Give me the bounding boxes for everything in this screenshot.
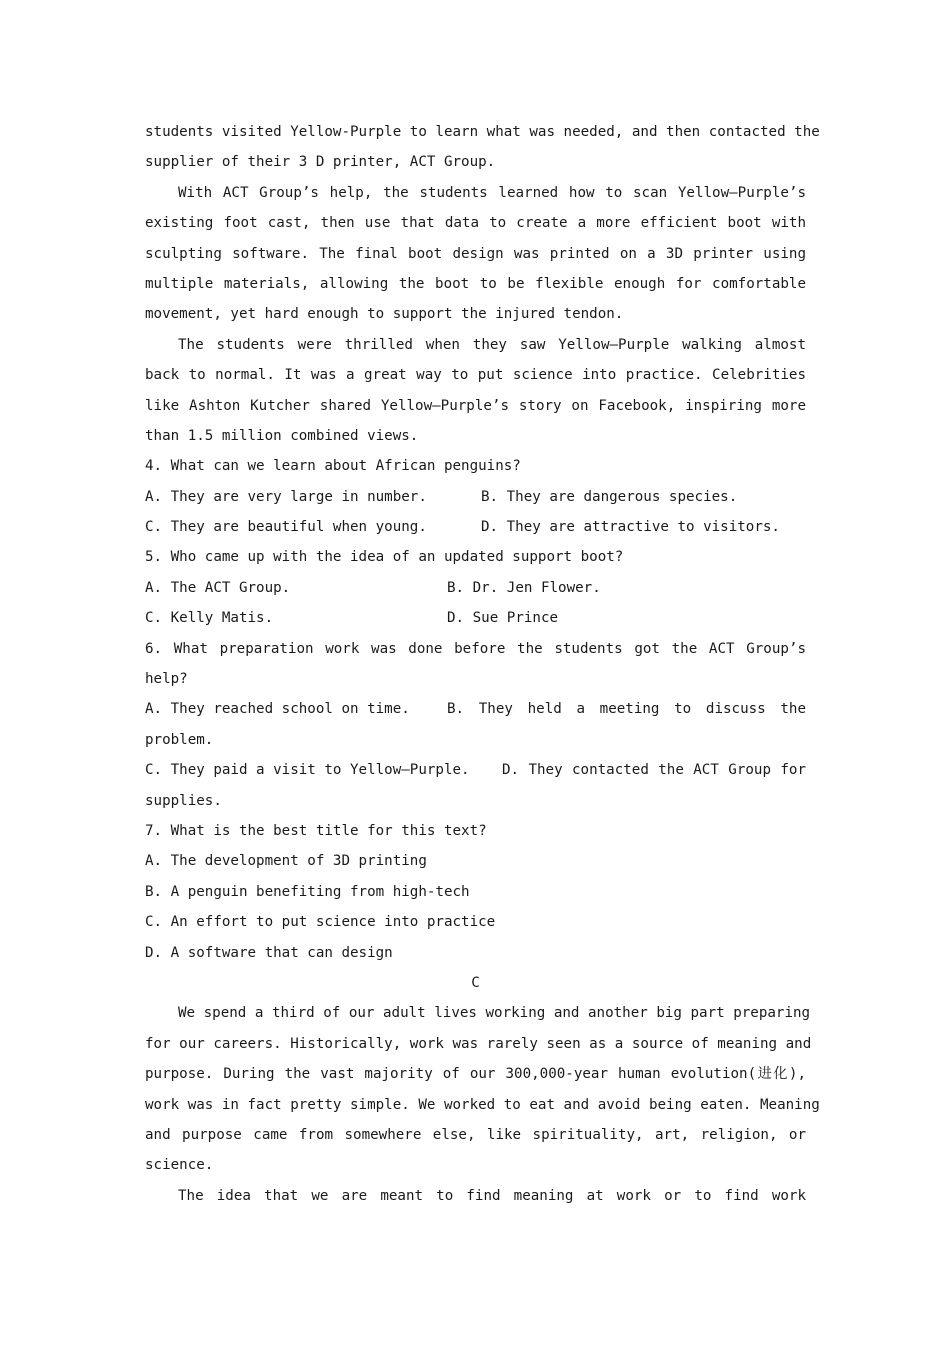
option-d: D. A software that can design — [145, 944, 393, 961]
paragraph-line: for our careers. Historically, work was rarely seen as a source of meaning and — [145, 1035, 812, 1052]
paragraph-line: sculpting software. The final boot design was printed on a 3D printer using — [145, 245, 806, 262]
paragraph-line: back to normal. It was a great way to put science into practice. Celebrities — [145, 367, 806, 384]
option-d: D. Sue Prince — [447, 610, 559, 627]
question-stem-cont: help? — [145, 671, 188, 688]
paragraph-line: and purpose came from somewhere else, like spirituality, art, religion, or — [145, 1126, 806, 1143]
option-b: B. A penguin benefiting from high-tech — [145, 883, 470, 900]
option-d-cont: supplies. — [145, 792, 222, 809]
paragraph-line: With ACT Group’s help, the students learned how to scan Yellow—Purple’s — [178, 184, 806, 201]
paragraph-line: work was in fact pretty simple. We worked to eat and avoid being eaten. Meaning — [145, 1096, 820, 1113]
paragraph-line: The idea that we are meant to find meaning at work or to find work — [178, 1187, 806, 1204]
option-c: C. Kelly Matis. — [145, 610, 274, 627]
document-page — [145, 117, 820, 1211]
option-a: A. They reached school on time. — [145, 701, 410, 718]
option-b: B. They are dangerous species. — [481, 488, 738, 505]
option-row — [145, 694, 806, 724]
option-d: D. They are attractive to visitors. — [481, 519, 780, 536]
question-stem: 7. What is the best title for this text? — [145, 822, 487, 839]
passage-c — [145, 968, 820, 1211]
question-stem: 5. Who came up with the idea of an updated support boot? — [145, 549, 624, 566]
option-c: C. They are beautiful when young. — [145, 519, 427, 536]
option-d: D. They contacted the ACT Group for — [502, 762, 806, 779]
option-a: A. The ACT Group. — [145, 579, 291, 596]
option-b: B. Dr. Jen Flower. — [447, 579, 601, 596]
option-b: B. They held a meeting to discuss the — [447, 701, 806, 718]
paragraph-line: existing foot cast, then use that data to create a more efficient boot with — [145, 215, 806, 232]
option-row — [145, 755, 806, 785]
paragraph-line: science. — [145, 1157, 214, 1174]
paragraph-line: We spend a third of our adult lives working and another big part preparing — [178, 1005, 811, 1022]
paragraph-line: The students were thrilled when they saw Yellow—Purple walking almost — [178, 336, 806, 353]
question-stem: 6. What preparation work was done before the students got the ACT Group’s — [145, 640, 806, 657]
option-row — [145, 512, 806, 542]
option-c: C. They paid a visit to Yellow—Purple. — [145, 762, 470, 779]
option-a: A. They are very large in number. — [145, 488, 427, 505]
paragraph-line: like Ashton Kutcher shared Yellow—Purple’s story on Facebook, inspiring more — [145, 397, 806, 414]
paragraph-line: purpose. During the vast majority of our 300,000-year human evolution(进化), — [145, 1066, 806, 1083]
paragraph-line: multiple materials, allowing the boot to be flexible enough for comfortable — [145, 275, 806, 292]
question-5 — [145, 542, 806, 633]
question-stem: 4. What can we learn about African penguins? — [145, 458, 521, 475]
paragraph-line: than 1.5 million combined views. — [145, 427, 419, 444]
passage-b — [145, 117, 820, 451]
paragraph-line: students visited Yellow-Purple to learn what was needed, and then contacted the — [145, 124, 820, 140]
option-a: A. The development of 3D printing — [145, 853, 427, 870]
paragraph-line: movement, yet hard enough to support the injured tendon. — [145, 306, 624, 323]
option-c: C. An effort to put science into practice — [145, 914, 496, 931]
question-4 — [145, 451, 806, 542]
option-row — [145, 482, 806, 512]
question-7 — [145, 816, 806, 968]
section-heading: C — [471, 974, 480, 991]
option-b-cont: problem. — [145, 731, 214, 748]
question-6 — [145, 634, 806, 816]
option-row — [145, 573, 806, 603]
option-row — [145, 603, 806, 633]
paragraph-line: supplier of their 3 D printer, ACT Group. — [145, 154, 496, 171]
